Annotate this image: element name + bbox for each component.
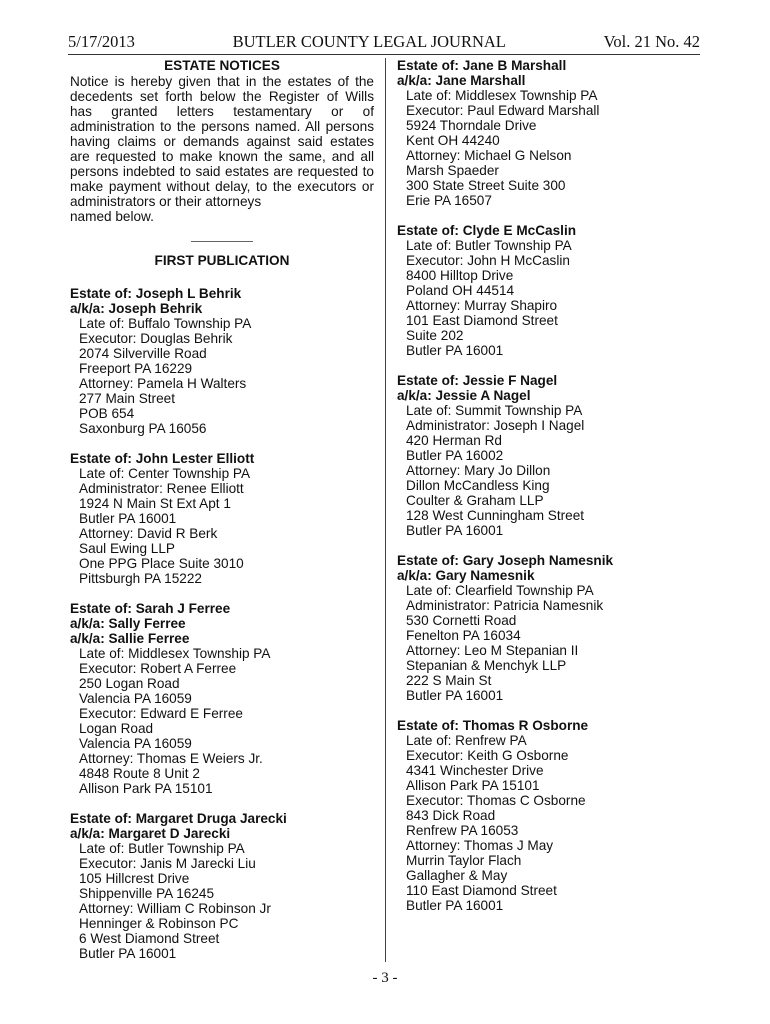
estate-detail-line: Butler PA 16001 — [406, 343, 504, 358]
estate-detail-line: Butler PA 16001 — [406, 688, 504, 703]
estate-entry — [70, 811, 374, 961]
estate-name: Estate of: Gary Joseph Namesnik — [397, 553, 614, 568]
notice-paragraph: Notice is hereby given that in the estates of the decedents set forth below the Register of Wills has granted letters testamentary or of administration to the persons named. All persons having claims or demands against said estates are requested to make known the same, and all persons indebted to said estates are requested to make payment without delay, to the executors or administrators or their attorneys — [70, 74, 374, 209]
estate-detail-line: Shippenville PA 16245 — [79, 886, 215, 901]
estate-detail-line: Henninger & Robinson PC — [79, 916, 239, 931]
estate-detail-line: Late of: Middlesex Township PA — [406, 88, 598, 103]
estate-detail-line: Butler PA 16001 — [406, 523, 504, 538]
estate-aka: a/k/a: Jane Marshall — [397, 73, 526, 88]
estate-detail-line: 101 East Diamond Street — [406, 313, 558, 328]
issue-date: 5/17/2013 — [68, 32, 135, 51]
estate-detail-line: Stepanian & Menchyk LLP — [406, 658, 567, 673]
estate-detail-line: Administrator: Patricia Namesnik — [406, 598, 604, 613]
estate-detail-line: Logan Road — [79, 721, 154, 736]
estate-detail-line: POB 654 — [79, 406, 135, 421]
estate-detail-line: 300 State Street Suite 300 — [406, 178, 566, 193]
estate-aka: a/k/a: Gary Namesnik — [397, 568, 535, 583]
estate-entry — [397, 553, 703, 703]
estate-detail-line: 530 Cornetti Road — [406, 613, 517, 628]
estate-detail-line: Saxonburg PA 16056 — [79, 421, 207, 436]
estate-detail-line: 420 Herman Rd — [406, 433, 502, 448]
estate-detail-line: Murrin Taylor Flach — [406, 853, 522, 868]
estate-aka: a/k/a: Joseph Behrik — [70, 301, 203, 316]
estate-detail-line: Coulter & Graham LLP — [406, 493, 544, 508]
estate-entry — [397, 373, 703, 538]
left-estate-list — [70, 286, 374, 961]
estate-entry — [70, 451, 374, 586]
estate-detail-line: Butler PA 16001 — [79, 511, 177, 526]
estate-detail-line: Saul Ewing LLP — [79, 541, 175, 556]
estate-detail-line: Dillon McCandless King — [406, 478, 550, 493]
estate-detail-line: Suite 202 — [406, 328, 464, 343]
estate-aka: a/k/a: Margaret D Jarecki — [70, 826, 231, 841]
estate-detail-line: Kent OH 44240 — [406, 133, 500, 148]
estate-detail-line: Butler PA 16001 — [79, 946, 177, 961]
estate-detail-line: Late of: Clearfield Township PA — [406, 583, 594, 598]
page-number: - 3 - — [372, 970, 398, 986]
estate-aka: a/k/a: Jessie A Nagel — [397, 388, 531, 403]
estate-detail-line: 6 West Diamond Street — [79, 931, 220, 946]
estate-detail-line: 105 Hillcrest Drive — [79, 871, 190, 886]
estate-aka: a/k/a: Sallie Ferree — [70, 631, 190, 646]
section-rule — [191, 241, 253, 242]
left-column — [70, 58, 374, 976]
estate-detail-line: Late of: Buffalo Township PA — [79, 316, 252, 331]
estate-detail-line: Executor: Janis M Jarecki Liu — [79, 856, 256, 871]
volume-number: Vol. 21 No. 42 — [603, 32, 700, 51]
estate-detail-line: Butler PA 16001 — [406, 898, 504, 913]
right-estate-list — [397, 58, 703, 913]
estate-name: Estate of: Joseph L Behrik — [70, 286, 242, 301]
estate-detail-line: Late of: Middlesex Township PA — [79, 646, 271, 661]
estate-detail-line: Executor: Douglas Behrik — [79, 331, 233, 346]
page-header — [68, 30, 700, 55]
estate-detail-line: Attorney: Michael G Nelson — [406, 148, 572, 163]
estate-notices-title: ESTATE NOTICES — [164, 58, 280, 73]
estate-detail-line: 128 West Cunningham Street — [406, 508, 585, 523]
estate-detail-line: Pittsburgh PA 15222 — [79, 571, 202, 586]
estate-name: Estate of: Jane B Marshall — [397, 58, 567, 73]
estate-entry — [70, 601, 374, 796]
estate-detail-line: Allison Park PA 15101 — [406, 778, 540, 793]
estate-detail-line: Renfrew PA 16053 — [406, 823, 519, 838]
estate-detail-line: Administrator: Renee Elliott — [79, 481, 244, 496]
estate-detail-line: Attorney: Thomas J May — [406, 838, 554, 853]
estate-detail-line: 4341 Winchester Drive — [406, 763, 544, 778]
estate-name: Estate of: John Lester Elliott — [70, 451, 255, 466]
estate-detail-line: 2074 Silverville Road — [79, 346, 207, 361]
estate-detail-line: Executor: Paul Edward Marshall — [406, 103, 600, 118]
estate-detail-line: 277 Main Street — [79, 391, 175, 406]
estate-detail-line: Late of: Butler Township PA — [406, 238, 572, 253]
estate-detail-line: Executor: John H McCaslin — [406, 253, 570, 268]
estate-detail-line: 5924 Thorndale Drive — [406, 118, 537, 133]
estate-detail-line: Attorney: Leo M Stepanian II — [406, 643, 579, 658]
estate-detail-line: Attorney: Thomas E Weiers Jr. — [79, 751, 263, 766]
estate-name: Estate of: Jessie F Nagel — [397, 373, 558, 388]
estate-detail-line: Erie PA 16507 — [406, 193, 492, 208]
estate-name: Estate of: Thomas R Osborne — [397, 718, 589, 733]
estate-detail-line: 222 S Main St — [406, 673, 492, 688]
journal-title: BUTLER COUNTY LEGAL JOURNAL — [232, 32, 506, 51]
estate-detail-line: Poland OH 44514 — [406, 283, 515, 298]
estate-detail-line: Valencia PA 16059 — [79, 691, 192, 706]
estate-detail-line: Gallagher & May — [406, 868, 508, 883]
estate-detail-line: 8400 Hilltop Drive — [406, 268, 514, 283]
estate-detail-line: Late of: Renfrew PA — [406, 733, 527, 748]
column-divider — [385, 58, 386, 962]
estate-detail-line: Late of: Summit Township PA — [406, 403, 583, 418]
notice-paragraph-end: named below. — [70, 209, 154, 224]
estate-detail-line: Valencia PA 16059 — [79, 736, 192, 751]
estate-entry — [70, 286, 374, 436]
estate-detail-line: 110 East Diamond Street — [406, 883, 557, 898]
estate-detail-line: Fenelton PA 16034 — [406, 628, 521, 643]
estate-detail-line: Attorney: Murray Shapiro — [406, 298, 558, 313]
estate-detail-line: 250 Logan Road — [79, 676, 180, 691]
estate-detail-line: Attorney: Mary Jo Dillon — [406, 463, 551, 478]
estate-detail-line: Late of: Butler Township PA — [79, 841, 245, 856]
estate-detail-line: Freeport PA 16229 — [79, 361, 193, 376]
estate-detail-line: Executor: Keith G Osborne — [406, 748, 569, 763]
estate-detail-line: 843 Dick Road — [406, 808, 496, 823]
estate-entry — [397, 58, 703, 208]
estate-detail-line: One PPG Place Suite 3010 — [79, 556, 244, 571]
estate-detail-line: 4848 Route 8 Unit 2 — [79, 766, 200, 781]
estate-detail-line: Butler PA 16002 — [406, 448, 504, 463]
right-column — [397, 58, 703, 928]
estate-name: Estate of: Sarah J Ferree — [70, 601, 231, 616]
publication-title: FIRST PUBLICATION — [154, 253, 290, 268]
estate-name: Estate of: Margaret Druga Jarecki — [70, 811, 287, 826]
estate-detail-line: Executor: Edward E Ferree — [79, 706, 243, 721]
estate-entry — [397, 718, 703, 913]
estate-detail-line: 1924 N Main St Ext Apt 1 — [79, 496, 231, 511]
estate-detail-line: Attorney: David R Berk — [79, 526, 218, 541]
estate-detail-line: Executor: Robert A Ferree — [79, 661, 237, 676]
estate-detail-line: Allison Park PA 15101 — [79, 781, 213, 796]
estate-detail-line: Attorney: Pamela H Walters — [79, 376, 247, 391]
estate-aka: a/k/a: Sally Ferree — [70, 616, 186, 631]
estate-entry — [397, 223, 703, 358]
estate-detail-line: Attorney: William C Robinson Jr — [79, 901, 271, 916]
estate-detail-line: Executor: Thomas C Osborne — [406, 793, 586, 808]
estate-name: Estate of: Clyde E McCaslin — [397, 223, 577, 238]
estate-detail-line: Administrator: Joseph I Nagel — [406, 418, 585, 433]
estate-detail-line: Marsh Spaeder — [406, 163, 499, 178]
estate-detail-line: Late of: Center Township PA — [79, 466, 251, 481]
